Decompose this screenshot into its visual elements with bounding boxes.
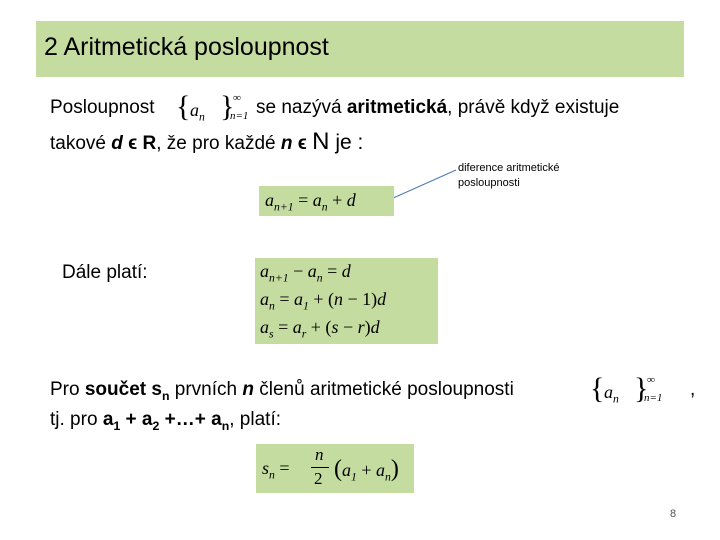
recurrence-formula-box — [259, 186, 394, 216]
sequence-symbol: { $a_n$ } ∞ n=1 — [176, 90, 249, 124]
formula-general-term: $a_s = a_r + (s - r)d$ — [260, 317, 380, 341]
further-label: Dále platí: — [62, 262, 148, 283]
sum-formula-box: $s_n$ = n 2 $(a_1 + a_n)$ — [256, 444, 414, 493]
sum-line-1: Pro součet $s_n$ prvních n členů aritmetické posloupnosti — [50, 379, 514, 403]
further-formulas-box — [255, 258, 438, 344]
sequence-symbol-sum: { $a_n$ } ∞ n=1 — [590, 372, 663, 406]
title-bar — [36, 21, 684, 77]
definition-intro: Posloupnost — [50, 97, 155, 118]
difference-annotation: diference aritmetické posloupnosti — [458, 162, 560, 189]
formula-nth-term: $a_n = a_1 + (n - 1)d$ — [260, 289, 387, 313]
definition-line-2: takové d ϵ R, že pro každé n ϵ N je : — [50, 128, 364, 155]
recurrence-formula: $a_{n+1} = a_n + d$ — [265, 190, 356, 214]
sum-formula: $s_n$ = — [262, 458, 290, 482]
definition-line-1-rest: se nazývá aritmetická, právě když existuje — [256, 97, 620, 118]
term-aritmeticka: aritmetická — [346, 97, 448, 118]
slide-title: 2 Aritmetická posloupnost — [44, 33, 329, 61]
page-number: 8 — [670, 508, 677, 520]
sum-line-1-comma: , — [690, 379, 696, 400]
formula-difference: $a_{n+1} - a_n = d$ — [260, 261, 351, 285]
definition-line-1 — [50, 97, 155, 119]
sum-line-2: tj. pro $a_1 + a_2$ +…+ $a_n$, platí: — [50, 409, 281, 433]
